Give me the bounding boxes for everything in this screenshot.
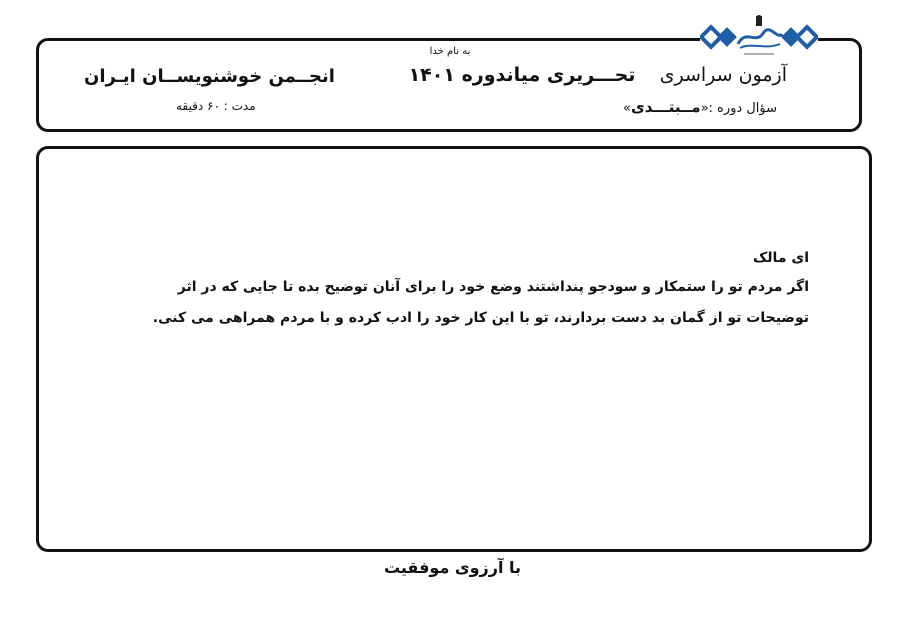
question-course-suffix: » (623, 101, 631, 116)
text-heading: ای مالک (752, 250, 809, 266)
association-name: انجــمن خوشنویســان ایـران (84, 66, 335, 87)
exam-title-light: آزمون سراسری (659, 64, 787, 86)
content-box (36, 146, 872, 552)
exam-title (409, 64, 787, 86)
question-course-prefix: سؤال دوره :« (700, 101, 777, 116)
text-line-1: اگر مردم تو را ستمکار و سودجو پنداشتند وضع خود را برای آنان توضیح بده تا جایی که در اثر (177, 279, 809, 295)
question-course (623, 98, 777, 116)
exam-text-block (129, 248, 809, 339)
exam-duration: مدت : ۶۰ دقیقه (176, 99, 256, 113)
text-line-2: توضیحات تو از گمان بد دست بردارند، تو با این کار خود را ادب کرده و با مردم همراهی می کنی. (152, 310, 809, 326)
exam-title-bold: تحـــریری میاندوره ۱۴۰۱ (408, 64, 636, 86)
question-course-level: مــبتـــدی (630, 98, 701, 116)
basmala: به نام خدا (429, 46, 471, 57)
calligraphers-association-logo-icon (700, 14, 818, 60)
closing-wish: با آرزوی موفقیت (383, 558, 522, 577)
